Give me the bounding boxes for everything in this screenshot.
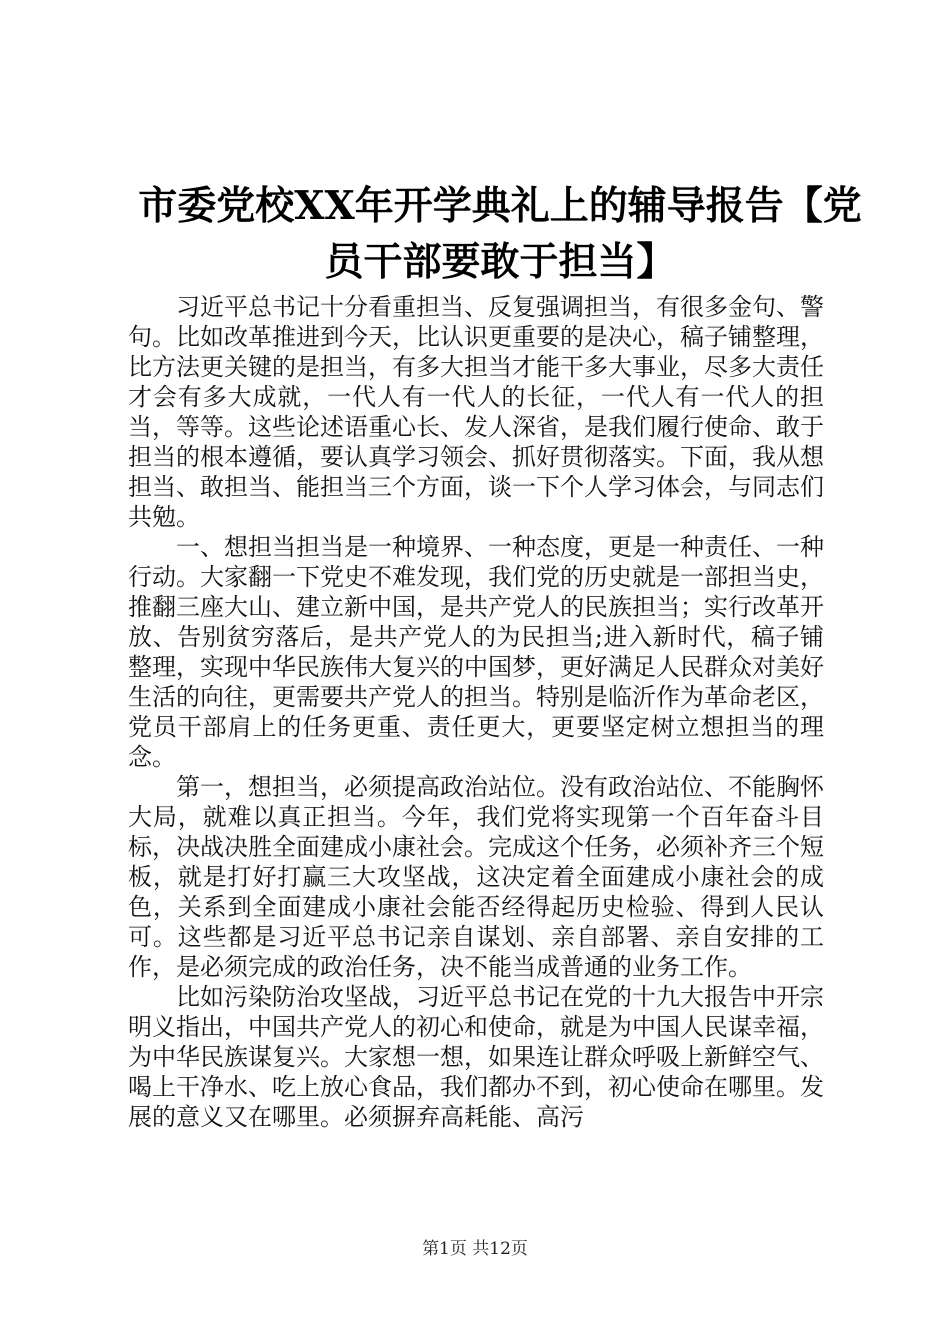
page-number-footer: 第1页 共12页 xyxy=(422,1239,528,1259)
paragraph: 习近平总书记十分看重担当、反复强调担当，有很多金句、警句。比如改革推进到今天，比认识更重要的是决心，稿子铺整理，比方法更关键的是担当，有多大担当才能干多大事业，尽多大责任才会有多大成就，一代人有一代人的长征，一代人有一代人的担当，等等。这些论述语重心长、发人深省，是我们履行使命、敢于担当的根本遵循，要认真学习领会、抓好贯彻落实。下面，我从想担当、敢担当、能担当三个方面，谈一下个人学习体会，与同志们共勉。 xyxy=(128,293,824,531)
paragraph: 比如污染防治攻坚战，习近平总书记在党的十九大报告中开宗明义指出，中国共产党人的初心和使命，就是为中国人民谋幸福，为中华民族谋复兴。大家想一想，如果连让群众呼吸上新鲜空气、喝上干净水、吃上放心食品，我们都办不到，初心使命在哪里。发展的意义又在哪里。必须摒弃高耗能、高污 xyxy=(128,983,824,1131)
document-body xyxy=(128,292,824,1132)
document-title: 市委党校XX年开学典礼上的辅导报告【党员干部要敢于担当】 xyxy=(138,183,862,285)
paragraph: 第一，想担当，必须提高政治站位。没有政治站位、不能胸怀大局，就难以真正担当。今年，我们党将实现第一个百年奋斗目标，决战决胜全面建成小康社会。完成这个任务，必须补齐三个短板，就是打好打赢三大攻坚战，这决定着全面建成小康社会的成色，关系到全面建成小康社会能否经得起历史检验、得到人民认可。这些都是习近平总书记亲自谋划、亲自部署、亲自安排的工作，是必须完成的政治任务，决不能当成普通的业务工作。 xyxy=(128,773,824,981)
paragraph: 一、想担当担当是一种境界、一种态度，更是一种责任、一种行动。大家翻一下党史不难发现，我们党的历史就是一部担当史，推翻三座大山、建立新中国，是共产党人的民族担当；实行改革开放、告别贫穷落后，是共产党人的为民担当;进入新时代，稿子铺整理，实现中华民族伟大复兴的中国梦，更好满足人民群众对美好生活的向往，更需要共产党人的担当。特别是临沂作为革命老区，党员干部肩上的任务更重、责任更大，更要坚定树立想担当的理念。 xyxy=(128,533,824,771)
